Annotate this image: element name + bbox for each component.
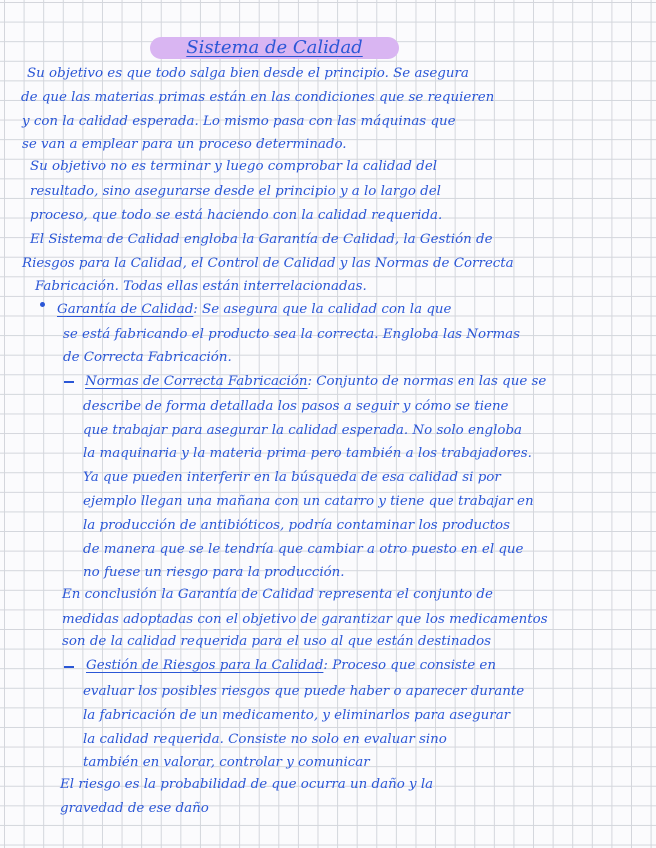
garantia-first-rest: : Se asegura que la calidad con la que [193, 302, 452, 317]
intro-line: Fabricación. Todas ellas están interrelacionadas. [35, 279, 367, 294]
garantia-first-line [57, 300, 451, 320]
intro-line: resultado, sino asegurarse desde el principio y a lo largo del [30, 184, 441, 199]
intro-line: Su objetivo no es terminar y luego comprobar la calidad del [30, 159, 438, 174]
gestion-line: evaluar los posibles riesgos que puede haber o aparecer durante [83, 684, 525, 699]
garantia-line: se está fabricando el producto sea la correcta. Engloba las Normas [63, 327, 521, 342]
dash-marker [64, 666, 74, 668]
garantia-line: de Correcta Fabricación. [63, 350, 232, 365]
riesgo-line: gravedad de ese daño [60, 801, 209, 816]
conclusion-line: En conclusión la Garantía de Calidad representa el conjunto de [62, 587, 493, 602]
normas-line: no fuese un riesgo para la producción. [83, 565, 345, 580]
intro-line: se van a emplear para un proceso determinado. [22, 137, 347, 152]
normas-line: Ya que pueden interferir en la búsqueda de esa calidad si por [83, 470, 501, 485]
gestion-line: la calidad requerida. Consiste no solo en evaluar sino [83, 732, 447, 747]
intro-line: proceso, que todo se está haciendo con la calidad requerida. [30, 208, 443, 223]
normas-line: la producción de antibióticos, podría contaminar los productos [83, 518, 510, 533]
conclusion-line: son de la calidad requerida para el uso al que están destinados [62, 634, 492, 649]
normas-term: Normas de Correcta Fabricación [85, 374, 308, 389]
bullet-marker [40, 302, 45, 307]
gestion-line: la fabricación de un medicamento, y eliminarlos para asegurar [83, 708, 511, 723]
dash-marker [64, 381, 74, 383]
gestion-line: también en valorar, controlar y comunicar [83, 755, 370, 770]
normas-line: de manera que se le tendría que cambiar a otro puesto en el que [83, 542, 524, 557]
conclusion-line: medidas adoptadas con el objetivo de garantizar que los medicamentos [62, 612, 548, 627]
gestion-first-rest: : Proceso que consiste en [323, 658, 496, 673]
intro-line: El Sistema de Calidad engloba la Garantía de Calidad, la Gestión de [30, 232, 493, 247]
gestion-term: Gestión de Riesgos para la Calidad [86, 658, 324, 673]
intro-line: Riesgos para la Calidad, el Control de Calidad y las Normas de Correcta [22, 256, 514, 271]
garantia-term: Garantía de Calidad [57, 302, 194, 317]
page-title: Sistema de Calidad [150, 37, 399, 59]
intro-line: Su objetivo es que todo salga bien desde el principio. Se asegura [27, 66, 469, 81]
riesgo-line: El riesgo es la probabilidad de que ocurra un daño y la [60, 777, 434, 792]
gestion-first-line [86, 656, 496, 676]
intro-line: y con la calidad esperada. Lo mismo pasa con las máquinas que [22, 114, 456, 129]
normas-line: describe de forma detallada los pasos a seguir y cómo se tiene [83, 399, 509, 414]
normas-line: la maquinaria y la materia prima pero también a los trabajadores. [83, 446, 532, 461]
normas-first-rest: : Conjunto de normas en las que se [307, 374, 547, 389]
normas-line: ejemplo llegan una mañana con un catarro y tiene que trabajar en [83, 494, 534, 509]
normas-line: que trabajar para asegurar la calidad esperada. No solo engloba [83, 423, 522, 438]
normas-first-line [85, 372, 546, 392]
intro-line: de que las materias primas están en las condiciones que se requieren [21, 90, 495, 105]
